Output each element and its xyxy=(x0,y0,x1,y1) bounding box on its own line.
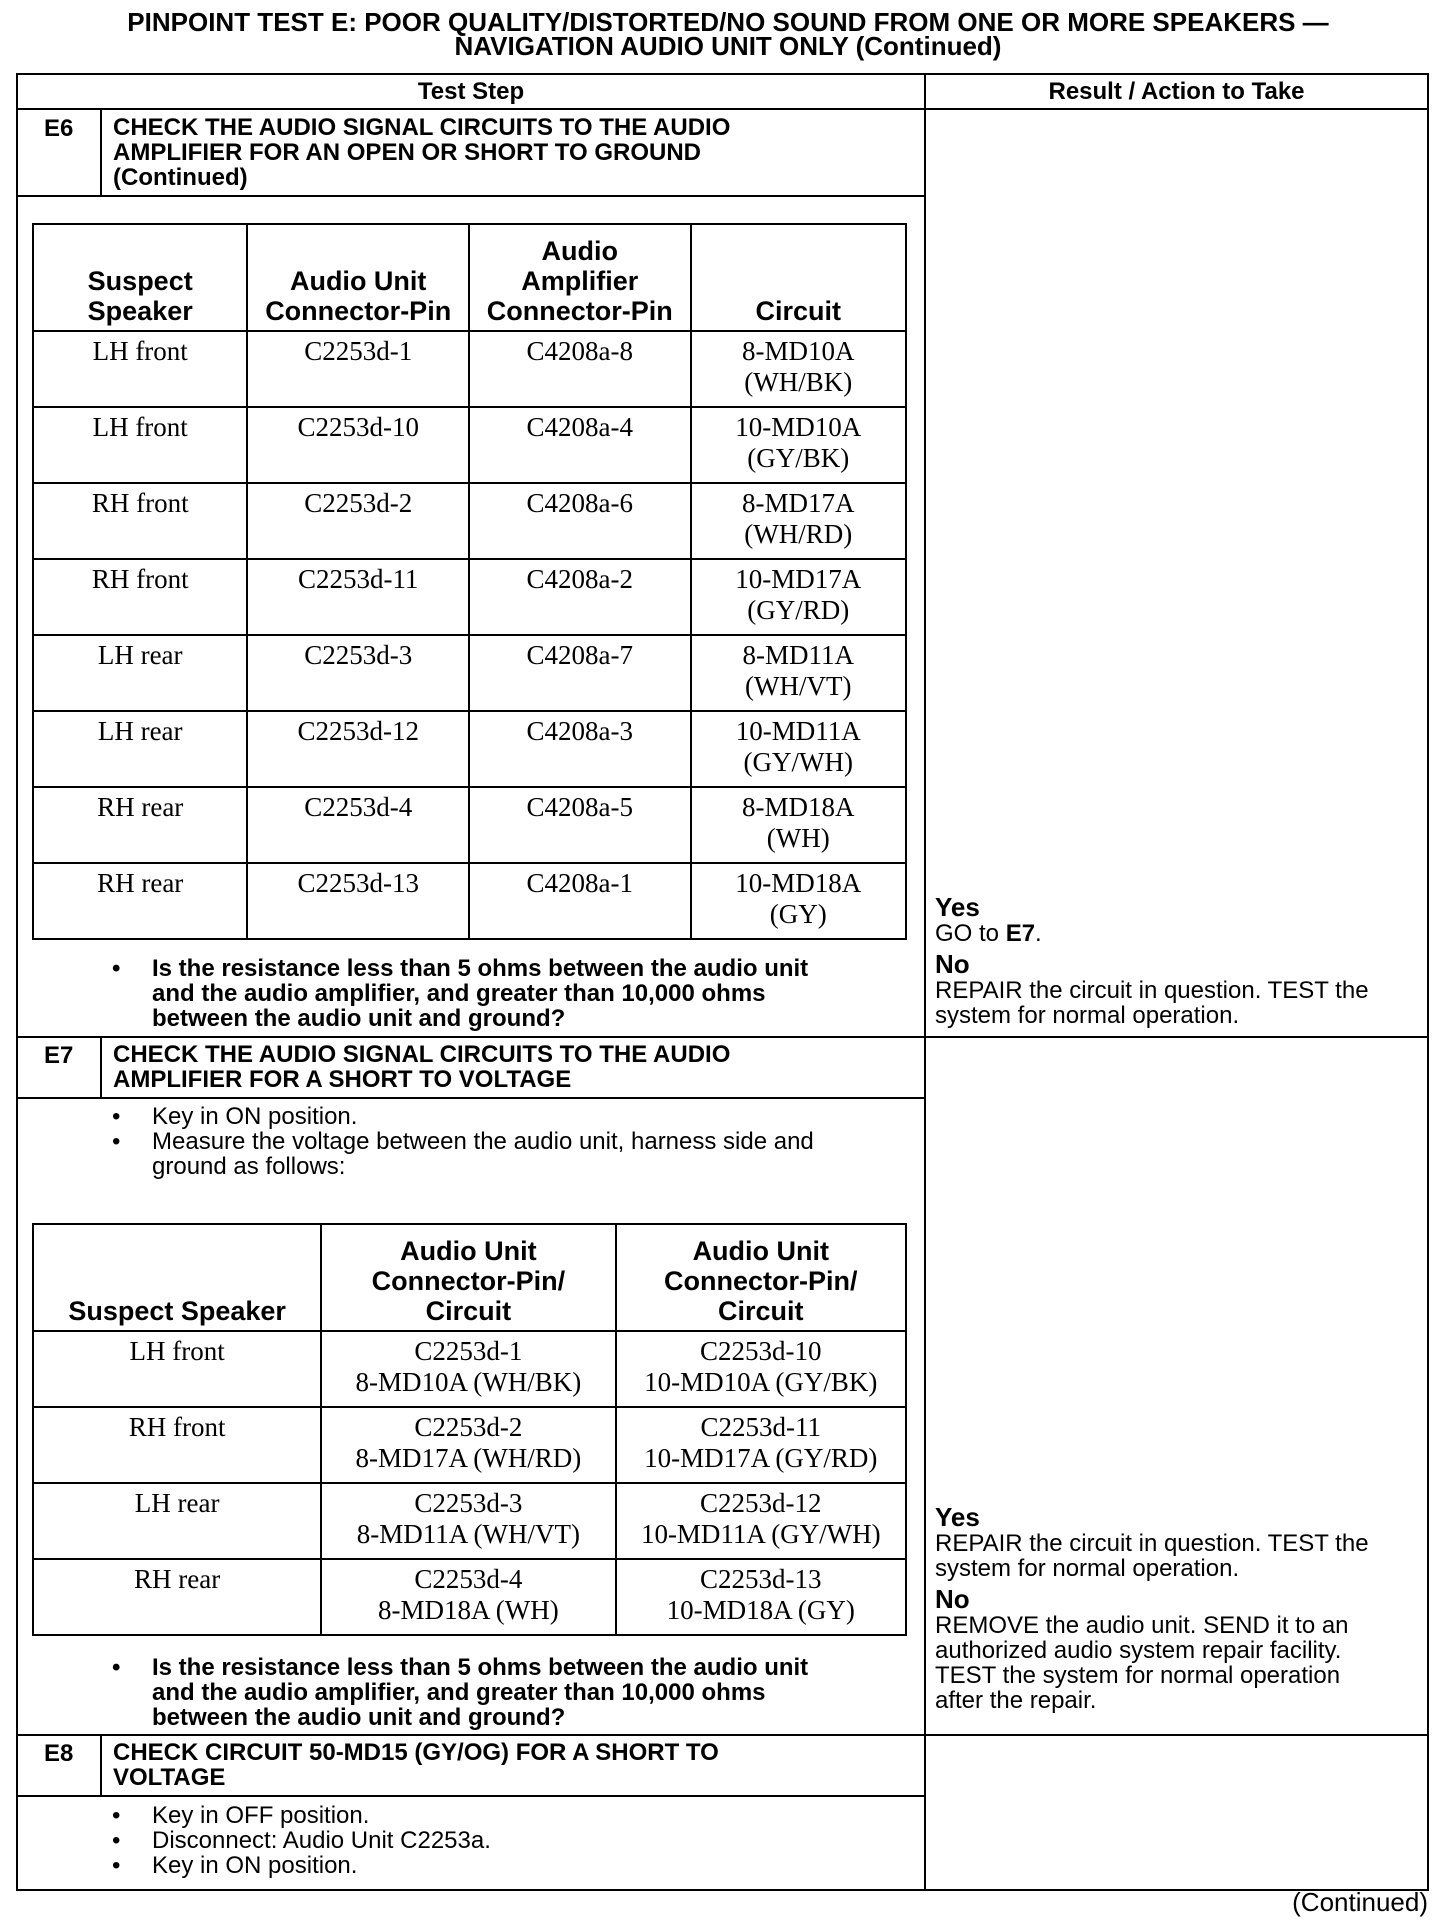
cell-speaker: RH front xyxy=(33,483,247,559)
frame-right xyxy=(1427,73,1429,1891)
cell-audio-pin: C2253d-1 xyxy=(247,331,469,407)
e6-no-label: No xyxy=(935,949,970,979)
page-title xyxy=(0,7,1456,61)
cell-pin-a: C2253d-3 8-MD11A (WH/VT) xyxy=(321,1483,615,1559)
table-row xyxy=(33,559,906,635)
cell-pin-a: C2253d-4 8-MD18A (WH) xyxy=(321,1559,615,1635)
e7-question-line: Is the resistance less than 5 ohms between the audio unit xyxy=(152,1654,809,1681)
bullet-icon: • xyxy=(112,1827,121,1854)
e7-heading xyxy=(113,1042,730,1092)
table-row xyxy=(33,407,906,483)
e8-id-divider xyxy=(100,1736,102,1796)
table-row xyxy=(33,635,906,711)
cell-speaker: RH front xyxy=(33,1407,321,1483)
e6-heading-rule xyxy=(16,195,926,197)
continued-footer: (Continued) xyxy=(1292,1887,1428,1917)
e7-bullets xyxy=(112,1104,912,1180)
cell-speaker: LH front xyxy=(33,1331,321,1407)
cell-audio-pin: C2253d-3 xyxy=(247,635,469,711)
e6-no-line: system for normal operation. xyxy=(935,1002,1240,1029)
e6-question-line: and the audio amplifier, and greater than 10,000 ohms xyxy=(152,980,766,1007)
cell-amp-pin: C4208a-5 xyxy=(469,787,691,863)
e7-heading-line: CHECK THE AUDIO SIGNAL CIRCUITS TO THE AUDIO xyxy=(113,1041,731,1068)
table-row xyxy=(33,1331,906,1407)
cell-speaker: RH rear xyxy=(33,863,247,939)
e7-col-audio-unit-b: Audio Unit Connector-Pin/ Circuit xyxy=(616,1224,906,1331)
cell-speaker: LH rear xyxy=(33,635,247,711)
frame-bottom xyxy=(16,1889,1429,1891)
cell-pin-a: C2253d-1 8-MD10A (WH/BK) xyxy=(321,1331,615,1407)
cell-circuit: 8-MD11A (WH/VT) xyxy=(691,635,906,711)
cell-pin-b: C2253d-13 10-MD18A (GY) xyxy=(616,1559,906,1635)
cell-audio-pin: C2253d-11 xyxy=(247,559,469,635)
e6-yes-action: GO to E7. xyxy=(935,920,1042,947)
title-line-2: NAVIGATION AUDIO UNIT ONLY (Continued) xyxy=(454,31,1002,61)
e7-question xyxy=(112,1655,912,1731)
bullet-icon: • xyxy=(112,1128,121,1155)
e6-question-line: Is the resistance less than 5 ohms between the audio unit xyxy=(152,955,809,982)
cell-circuit: 8-MD17A (WH/RD) xyxy=(691,483,906,559)
e6-yes-label: Yes xyxy=(935,892,980,922)
e8-heading-line: VOLTAGE xyxy=(113,1764,226,1791)
cell-pin-b: C2253d-11 10-MD17A (GY/RD) xyxy=(616,1407,906,1483)
e6-col-audio-unit-pin: Audio Unit Connector-Pin xyxy=(247,224,469,331)
e7-end-rule xyxy=(16,1734,1429,1736)
cell-amp-pin: C4208a-8 xyxy=(469,331,691,407)
cell-speaker: LH rear xyxy=(33,711,247,787)
e7-heading-line: AMPLIFIER FOR A SHORT TO VOLTAGE xyxy=(113,1066,572,1093)
e8-bullet-line: Key in ON position. xyxy=(152,1852,358,1879)
cell-speaker: RH rear xyxy=(33,787,247,863)
e7-yes-label: Yes xyxy=(935,1502,980,1532)
e6-no-line: REPAIR the circuit in question. TEST the xyxy=(935,977,1369,1004)
table-row xyxy=(33,863,906,939)
e6-heading-line: (Continued) xyxy=(113,164,248,191)
e6-col-amplifier-pin: Audio Amplifier Connector-Pin xyxy=(469,224,691,331)
e7-no-line: authorized audio system repair facility. xyxy=(935,1637,1342,1664)
e6-pin-table xyxy=(32,223,907,940)
e7-no-label: No xyxy=(935,1584,970,1614)
e7-col-suspect-speaker: Suspect Speaker xyxy=(33,1224,321,1331)
table-row xyxy=(33,1559,906,1635)
e7-no-line: TEST the system for normal operation xyxy=(935,1662,1341,1689)
table-row xyxy=(33,331,906,407)
e7-bullet-line: Key in ON position. xyxy=(152,1103,358,1130)
e7-yes-line: REPAIR the circuit in question. TEST the xyxy=(935,1530,1369,1557)
e8-heading xyxy=(113,1740,719,1790)
cell-circuit: 8-MD10A (WH/BK) xyxy=(691,331,906,407)
bullet-icon: • xyxy=(112,1802,121,1829)
frame-top xyxy=(16,73,1429,75)
bullet-icon: • xyxy=(112,1654,121,1681)
cell-circuit: 8-MD18A (WH) xyxy=(691,787,906,863)
e6-col-suspect-speaker: Suspect Speaker xyxy=(33,224,247,331)
e6-question xyxy=(112,956,912,1032)
step-id-e7: E7 xyxy=(44,1042,74,1069)
bullet-icon: • xyxy=(112,1103,121,1130)
e6-heading-line: CHECK THE AUDIO SIGNAL CIRCUITS TO THE AUDIO xyxy=(113,114,731,141)
cell-audio-pin: C2253d-10 xyxy=(247,407,469,483)
bullet-icon: • xyxy=(112,1852,121,1879)
cell-pin-b: C2253d-10 10-MD10A (GY/BK) xyxy=(616,1331,906,1407)
table-row xyxy=(33,787,906,863)
cell-amp-pin: C4208a-6 xyxy=(469,483,691,559)
cell-amp-pin: C4208a-7 xyxy=(469,635,691,711)
cell-speaker: LH front xyxy=(33,407,247,483)
cell-speaker: RH rear xyxy=(33,1559,321,1635)
table-row xyxy=(33,1407,906,1483)
e7-yes-line: system for normal operation. xyxy=(935,1555,1240,1582)
e8-bullet-line: Key in OFF position. xyxy=(152,1802,370,1829)
e8-heading-line: CHECK CIRCUIT 50-MD15 (GY/OG) FOR A SHORT TO xyxy=(113,1739,719,1766)
bullet-icon: • xyxy=(112,955,121,982)
cell-circuit: 10-MD10A (GY/BK) xyxy=(691,407,906,483)
cell-circuit: 10-MD11A (GY/WH) xyxy=(691,711,906,787)
frame-left xyxy=(16,73,18,1891)
header-test-step: Test Step xyxy=(417,78,525,105)
cell-speaker: LH rear xyxy=(33,1483,321,1559)
header-result: Result / Action to Take xyxy=(1048,78,1305,105)
e8-bullet-line: Disconnect: Audio Unit C2253a. xyxy=(152,1827,491,1854)
cell-amp-pin: C4208a-4 xyxy=(469,407,691,483)
e7-result xyxy=(935,1503,1420,1713)
e6-question-line: between the audio unit and ground? xyxy=(152,1005,566,1032)
e7-bullet-line: ground as follows: xyxy=(152,1153,346,1180)
cell-amp-pin: C4208a-2 xyxy=(469,559,691,635)
e7-col-audio-unit-a: Audio Unit Connector-Pin/ Circuit xyxy=(321,1224,615,1331)
step-id-e8: E8 xyxy=(44,1740,74,1767)
e6-id-divider xyxy=(100,110,102,196)
cell-speaker: RH front xyxy=(33,559,247,635)
cell-circuit: 10-MD17A (GY/RD) xyxy=(691,559,906,635)
e6-end-rule xyxy=(16,1036,1429,1038)
e7-heading-rule xyxy=(16,1097,926,1099)
cell-circuit: 10-MD18A (GY) xyxy=(691,863,906,939)
cell-pin-b: C2253d-12 10-MD11A (GY/WH) xyxy=(616,1483,906,1559)
e7-id-divider xyxy=(100,1038,102,1098)
e6-heading xyxy=(113,115,730,190)
table-row xyxy=(33,1483,906,1559)
e8-bullets xyxy=(112,1803,912,1879)
e7-bullet-line: Measure the voltage between the audio unit, harness side and xyxy=(152,1128,814,1155)
table-row xyxy=(33,711,906,787)
e7-question-line: between the audio unit and ground? xyxy=(152,1704,566,1731)
e7-question-line: and the audio amplifier, and greater than 10,000 ohms xyxy=(152,1679,766,1706)
cell-pin-a: C2253d-2 8-MD17A (WH/RD) xyxy=(321,1407,615,1483)
column-divider xyxy=(924,73,926,1891)
cell-speaker: LH front xyxy=(33,331,247,407)
e6-result xyxy=(935,893,1420,1028)
e6-heading-line: AMPLIFIER FOR AN OPEN OR SHORT TO GROUND xyxy=(113,139,702,166)
e8-heading-rule xyxy=(16,1795,926,1797)
e6-col-circuit: Circuit xyxy=(691,224,906,331)
cell-audio-pin: C2253d-12 xyxy=(247,711,469,787)
e7-no-line: after the repair. xyxy=(935,1687,1097,1714)
table-row xyxy=(33,483,906,559)
cell-amp-pin: C4208a-3 xyxy=(469,711,691,787)
cell-audio-pin: C2253d-4 xyxy=(247,787,469,863)
header-rule xyxy=(16,108,1429,110)
e7-voltage-table xyxy=(32,1223,907,1636)
cell-audio-pin: C2253d-2 xyxy=(247,483,469,559)
e7-no-line: REMOVE the audio unit. SEND it to an xyxy=(935,1612,1349,1639)
step-id-e6: E6 xyxy=(44,115,74,142)
cell-audio-pin: C2253d-13 xyxy=(247,863,469,939)
cell-amp-pin: C4208a-1 xyxy=(469,863,691,939)
title-line-1: PINPOINT TEST E: POOR QUALITY/DISTORTED/NO SOUND FROM ONE OR MORE SPEAKERS — xyxy=(127,7,1329,37)
